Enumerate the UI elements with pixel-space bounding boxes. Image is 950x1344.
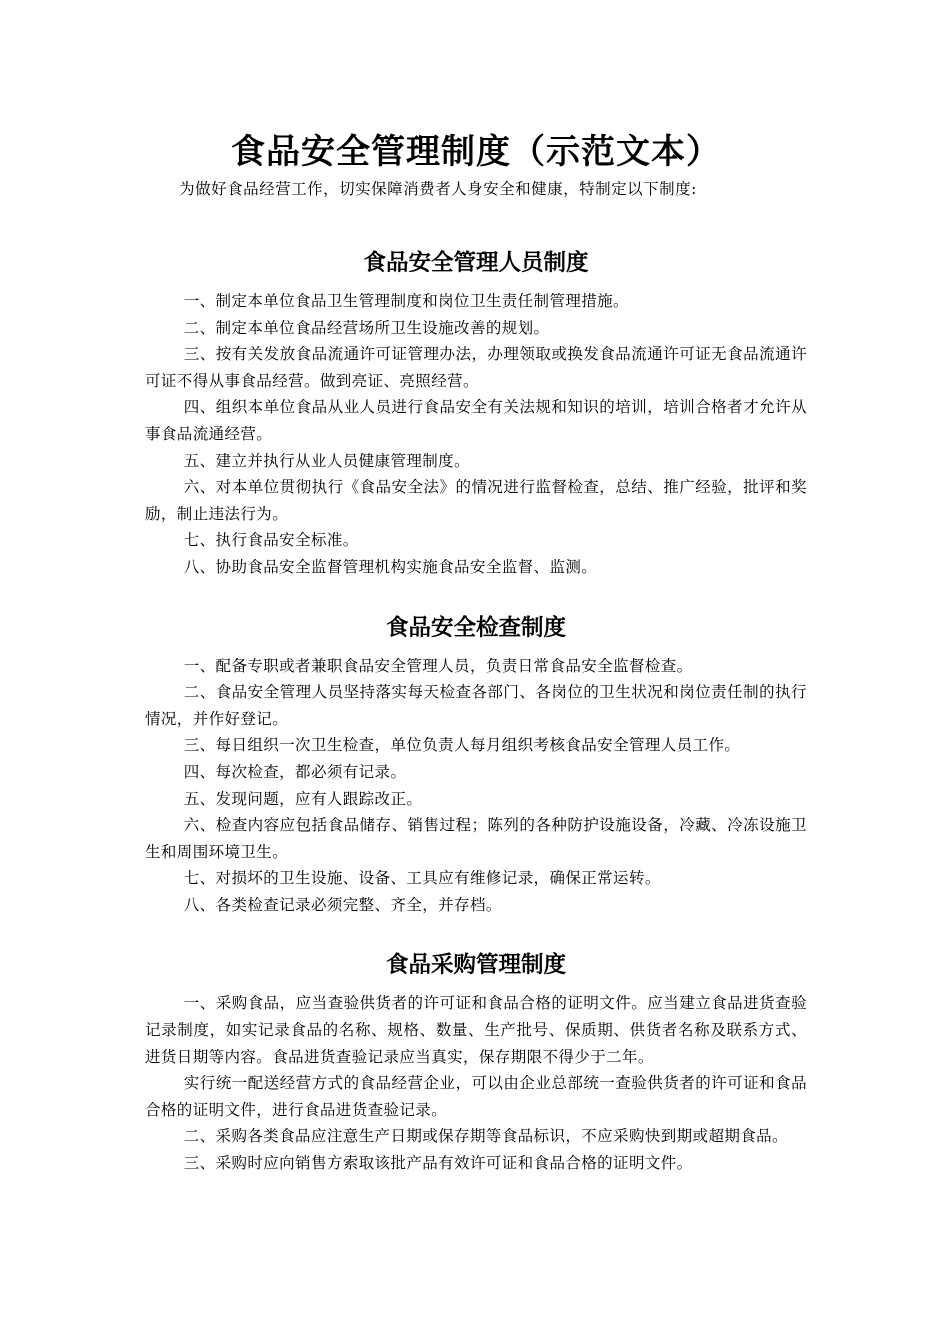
paragraph: 二、食品安全管理人员坚持落实每天检查各部门、各岗位的卫生状况和岗位责任制的执行情况，并作好登记。 bbox=[145, 683, 807, 728]
document-page bbox=[145, 128, 807, 1177]
document-intro: 为做好食品经营工作，切实保障消费者人身安全和健康，特制定以下制度: bbox=[179, 180, 697, 198]
paragraph: 二、制定本单位食品经营场所卫生设施改善的规划。 bbox=[183, 318, 550, 337]
paragraph: 五、建立并执行从业人员健康管理制度。 bbox=[183, 451, 470, 470]
paragraph: 八、各类检查记录必须完整、齐全，并存档。 bbox=[183, 895, 502, 914]
paragraph: 实行统一配送经营方式的食品经营企业，可以由企业总部统一查验供货者的许可证和食品合格的证明文件，进行食品进货查验记录。 bbox=[145, 1074, 807, 1119]
section-heading: 食品采购管理制度 bbox=[385, 952, 566, 979]
paragraph: 一、制定本单位食品卫生管理制度和岗位卫生责任制管理措施。 bbox=[183, 292, 629, 310]
paragraph: 三、采购时应向销售方索取该批产品有效许可证和食品合格的证明文件。 bbox=[183, 1154, 693, 1173]
paragraph: 一、采购食品，应当查验供货者的许可证和食品合格的证明文件。应当建立食品进货查验记录制度，如实记录食品的名称、规格、数量、生产批号、保质期、供货者名称及联系方式、进货日期等内容。食品进货查验记录应当真实，保存期限不得少于二年。 bbox=[145, 994, 807, 1066]
paragraph: 六、检查内容应包括食品储存、销售过程；陈列的各种防护设施设备，冷藏、冷冻设施卫生和周围环境卫生。 bbox=[145, 816, 807, 861]
section-heading: 食品安全检查制度 bbox=[385, 614, 566, 641]
paragraph: 六、对本单位贯彻执行《食品安全法》的情况进行监督检查，总结、推广经验，批评和奖励，制止违法行为。 bbox=[145, 478, 807, 523]
paragraph: 五、发现问题，应有人跟踪改正。 bbox=[183, 789, 423, 808]
document-title: 食品安全管理制度（示范文本） bbox=[231, 132, 721, 172]
paragraph: 二、采购各类食品应注意生产日期或保存期等食品标识，不应采购快到期或超期食品。 bbox=[183, 1127, 788, 1146]
section-inspection-system bbox=[145, 611, 807, 919]
section-heading: 食品安全管理人员制度 bbox=[363, 250, 589, 276]
paragraph: 三、按有关发放食品流通许可证管理办法，办理领取或换发食品流通许可证无食品流通许可证不得从事食品经营。做到亮证、亮照经营。 bbox=[145, 345, 807, 390]
section-procurement-system bbox=[145, 948, 807, 1176]
section-personnel-system bbox=[145, 246, 807, 581]
paragraph: 七、对损坏的卫生设施、设备、工具应有维修记录，确保正常运转。 bbox=[183, 869, 661, 888]
paragraph: 四、每次检查，都必须有记录。 bbox=[183, 762, 407, 781]
paragraph: 八、协助食品安全监督管理机构实施食品安全监督、监测。 bbox=[183, 557, 598, 576]
paragraph: 三、每日组织一次卫生检查，单位负责人每月组织考核食品安全管理人员工作。 bbox=[183, 736, 741, 755]
paragraph: 七、执行食品安全标准。 bbox=[183, 531, 359, 550]
paragraph: 四、组织本单位食品从业人员进行食品安全有关法规和知识的培训，培训合格者才允许从事食品流通经营。 bbox=[145, 398, 807, 443]
paragraph: 一、配备专职或者兼职食品安全管理人员，负责日常食品安全监督检查。 bbox=[183, 656, 693, 675]
